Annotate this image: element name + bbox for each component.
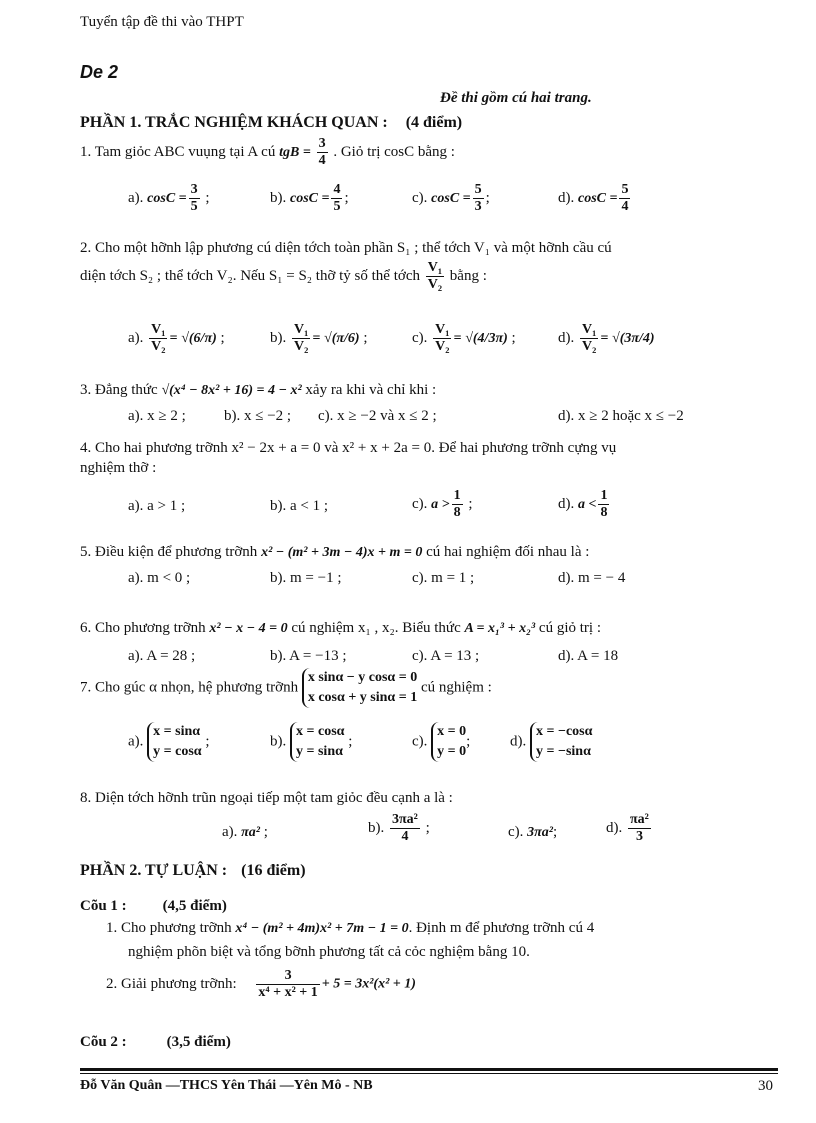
q3-option-d: d). x ≥ 2 hoặc x ≤ −2 [558,408,684,424]
q2-option-c: c). $\frac{\text{V₁}}{\text{V₂}}$ = √(4/3π) ; [412,322,516,354]
footer-author: Đỗ Văn Quân —THCS Yên Thái —Yên Mô - NB [80,1078,373,1093]
question-2-line-2: diện tớch S₂ ; thể tớch V₂. Nếu S₁ = S₂ thỡ tỷ số thể tớch $\frac{\text{V₁}}{\text{V₂}}$ bằng : [80,260,487,292]
question-8: 8. Diện tớch hỡnh trũn ngoại tiếp một tam giỏc đều cạnh a là : [80,790,453,806]
page-number: 30 [758,1078,773,1094]
q8-option-d: d). $\frac{\text{πa²}}{3}$ [606,812,649,844]
exam-title: De 2 [80,62,119,82]
q1-option-b: b). cosC = $\frac{4}{5}$ ; [270,182,349,214]
footer-rule-thin [80,1073,778,1074]
q4-option-a: a). a > 1 ; [128,498,186,514]
cau1-item-1: 1. Cho phương trỡnh x⁴ − (m² + 4m)x² + 7m − 1 = 0. Định m để phương trỡnh cú 4 [106,920,595,936]
q3-option-c: c). x ≥ −2 và x ≤ 2 ; [318,408,437,424]
question-4-line-2: nghiệm thỡ : [80,460,157,476]
q6-option-c: c). A = 13 ; [412,648,480,664]
q5-option-c: c). m = 1 ; [412,570,475,586]
q7-option-d: d). x = −cosα y = −sinα [510,722,592,762]
exam-subtitle: Đề thi gồm cú hai trang. [440,90,592,106]
q5-option-d: d). m = − 4 [558,570,626,586]
q7-system: x sinα − y cosα = 0 x cosα + y sinα = 1 [302,668,417,708]
q1-fraction: $\frac{3}{4}$ [318,136,326,168]
footer-rule-thick [80,1068,778,1071]
q1-option-c: c). cosC = $\frac{5}{3}$ ; [412,182,490,214]
q8-option-b: b). $\frac{\text{3πa²}}{4}$ ; [368,812,430,844]
question-1 [80,136,455,169]
q2-option-b: b). $\frac{\text{V₁}}{\text{V₂}}$ = √(π/6) ; [270,322,368,354]
q4-option-b: b). a < 1 ; [270,498,329,514]
q6-option-a: a). A = 28 ; [128,648,196,664]
q3-option-a: a). x ≥ 2 ; [128,408,186,424]
q1-option-d: d). cosC = $\frac{5}{4}$ [558,182,629,214]
question-4-line-1: 4. Cho hai phương trỡnh x² − 2x + a = 0 và x² + x + 2a = 0. Để hai phương trỡnh cựng vụ [80,440,617,456]
q3-option-b: b). x ≤ −2 ; [224,408,292,424]
part2-title: PHẦN 2. TỰ LUẬN : [80,862,228,879]
q7-option-a: a). x = sinα y = cosα ; [128,722,210,762]
part1-points: (4 điểm) [405,114,463,131]
q5-option-a: a). m < 0 ; [128,570,191,586]
q8-option-c: c). 3πa²; [508,824,558,840]
q1-option-a: a). cosC = $\frac{3}{5}$ ; [128,182,210,214]
running-header: Tuyển tập đề thi vào THPT [80,14,244,30]
q6-option-b: b). A = −13 ; [270,648,347,664]
q6-option-d: d). A = 18 [558,648,619,664]
q4-option-c: c). a > $\frac{1}{8}$ ; [412,488,473,520]
cau1-item-2: 2. Giải phương trỡnh: $\frac{3}{\text{x⁴ + x² + 1}}$ + 5 = 3x²(x² + 1) [106,968,416,1000]
part1-title: PHẦN 1. TRẮC NGHIỆM KHÁCH QUAN : [80,114,388,131]
q1-stem-end: . Giỏ trị cosC bằng : [333,143,455,160]
q2-option-d: d). $\frac{\text{V₁}}{\text{V₂}}$ = √(3π/4) [558,322,655,354]
part1-heading [80,114,462,132]
q1-tgb: tgB = [279,144,311,160]
question-7: 7. Cho gúc α nhọn, hệ phương trỡnh x sinα − y cosα = 0 x cosα + y sinα = 1 cú nghiệm : [80,668,492,708]
question-6: 6. Cho phương trỡnh x² − x − 4 = 0 cú nghiệm x₁ , x₂. Biểu thức A = x₁³ + x₂³ cú giỏ trị : [80,620,601,636]
q8-option-a: a). πa² ; [222,824,268,840]
question-5: 5. Điều kiện để phương trỡnh x² − (m² + 3m − 4)x + m = 0 cú hai nghiệm đối nhau là : [80,544,590,560]
q1-stem: 1. Tam giỏc ABC vuụng tại A cú [80,143,276,160]
q5-option-b: b). m = −1 ; [270,570,342,586]
cau1-heading: Cõu 1 : (4,5 điểm) [80,898,227,914]
cau2-heading: Cõu 2 : (3,5 điểm) [80,1034,231,1050]
question-2-line-1: 2. Cho một hỡnh lập phương cú diện tớch toàn phần S₁ ; thể tớch V₁ và một hỡnh cầu cú [80,240,612,256]
question-3: 3. Đẳng thức √(x⁴ − 8x² + 16) = 4 − x² xảy ra khi và chỉ khi : [80,382,437,398]
cau1-item-1-line-2: nghiệm phõn biệt và tổng bỡnh phương tất cả cỏc nghiệm bằng 10. [128,944,530,960]
part2-points: (16 điểm) [241,862,306,879]
q7-option-c: c). x = 0 y = 0; [412,722,470,762]
q4-option-d: d). a < $\frac{1}{8}$ [558,488,608,520]
q2-option-a: a). $\frac{\text{V₁}}{\text{V₂}}$ = √(6/π) ; [128,322,225,354]
q7-option-b: b). x = cosα y = sinα ; [270,722,352,762]
part2-heading [80,862,306,880]
